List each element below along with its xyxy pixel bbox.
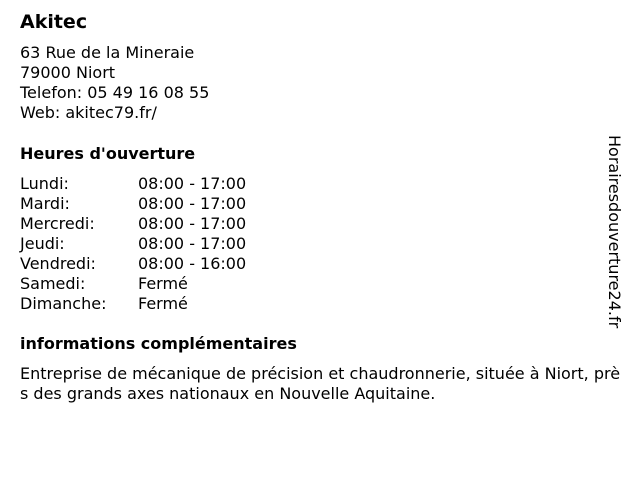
site-watermark: Horairesdouverture24.fr	[605, 135, 624, 329]
additional-info-heading: informations complémentaires	[20, 334, 297, 353]
opening-hours-heading: Heures d'ouverture	[20, 144, 196, 163]
day-hours: 08:00 - 17:00	[138, 214, 247, 233]
day-label: Mardi:	[20, 194, 70, 213]
day-hours: Fermé	[138, 294, 188, 313]
website: Web: akitec79.fr/	[20, 103, 157, 122]
day-hours: 08:00 - 17:00	[138, 194, 247, 213]
city-postcode: 79000 Niort	[20, 63, 116, 82]
street-address: 63 Rue de la Mineraie	[20, 43, 195, 62]
business-description: Entreprise de mécanique de précision et chaudronnerie, située à Niort, près des grands axes nationaux en Nouvelle Aquitaine.	[20, 364, 621, 403]
day-label: Dimanche:	[20, 294, 107, 313]
day-hours: 08:00 - 16:00	[138, 254, 247, 273]
address-block	[20, 43, 209, 123]
day-label: Jeudi:	[20, 234, 65, 253]
day-label: Mercredi:	[20, 214, 95, 233]
phone-number: Telefon: 05 49 16 08 55	[20, 83, 210, 102]
day-label: Vendredi:	[20, 254, 96, 273]
day-label: Samedi:	[20, 274, 86, 293]
day-label: Lundi:	[20, 174, 69, 193]
day-hours: 08:00 - 17:00	[138, 174, 247, 193]
business-name: Akitec	[20, 11, 88, 33]
day-hours: Fermé	[138, 274, 188, 293]
day-hours: 08:00 - 17:00	[138, 234, 247, 253]
